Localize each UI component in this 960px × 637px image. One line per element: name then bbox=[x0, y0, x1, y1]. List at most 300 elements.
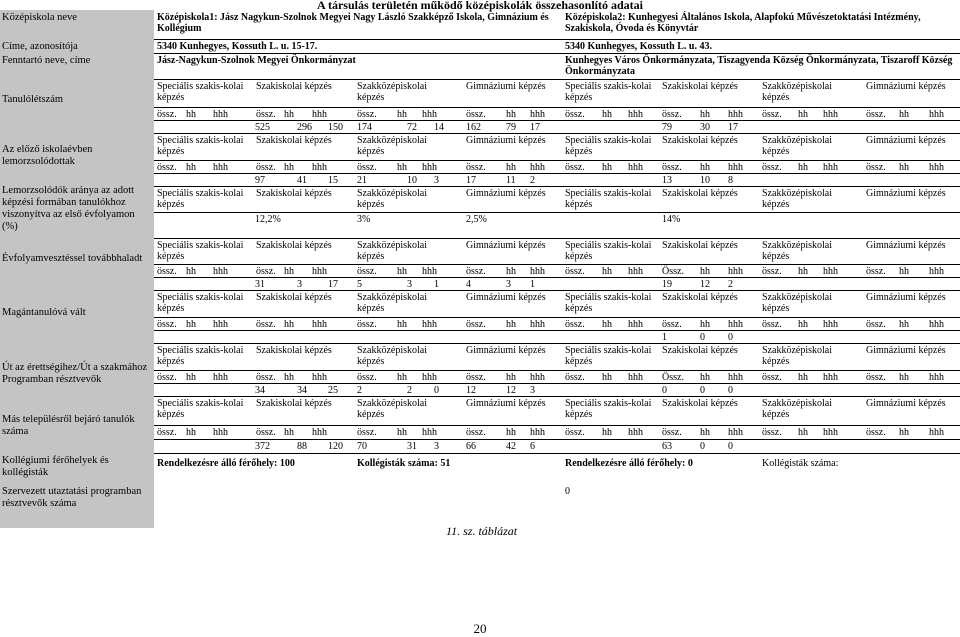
school2-address: 5340 Kunhegyes, Kossuth L. u. 43. bbox=[565, 41, 712, 52]
cell-value: 2 bbox=[357, 385, 362, 396]
subhead-label: hh bbox=[284, 372, 294, 383]
school1-dormitory-students: Kollégisták száma: 51 bbox=[357, 458, 451, 469]
subhead-label: hhh bbox=[728, 319, 743, 330]
cell-value: 2 bbox=[728, 279, 733, 290]
category-label: Szakközépiskolai képzés bbox=[762, 135, 832, 157]
subhead-label: hh bbox=[899, 427, 909, 438]
category-label: Szakközépiskolai képzés bbox=[762, 188, 832, 210]
category-label: Szakközépiskolai képzés bbox=[357, 240, 427, 262]
cell-value: 14 bbox=[434, 122, 444, 133]
category-label: Szakiskolai képzés bbox=[256, 345, 332, 356]
subhead-label: össz. bbox=[357, 427, 377, 438]
category-label: Szakiskolai képzés bbox=[662, 345, 738, 356]
subhead-label: hhh bbox=[628, 109, 643, 120]
subhead-label: hh bbox=[506, 427, 516, 438]
rule bbox=[154, 370, 960, 371]
rule bbox=[154, 160, 960, 161]
subhead-label: hh bbox=[284, 109, 294, 120]
subhead-label: össz. bbox=[466, 372, 486, 383]
subhead-label: hhh bbox=[628, 319, 643, 330]
category-label: Szakiskolai képzés bbox=[256, 398, 332, 409]
cell-value: 0 bbox=[728, 385, 733, 396]
category-label: Speciális szakis-kolai képzés bbox=[565, 345, 652, 367]
subhead-label: hhh bbox=[422, 427, 437, 438]
subhead-label: hh bbox=[700, 372, 710, 383]
subhead-label: hhh bbox=[530, 427, 545, 438]
subhead-label: hh bbox=[700, 319, 710, 330]
cell-value: 10 bbox=[700, 175, 710, 186]
subhead-label: hhh bbox=[628, 427, 643, 438]
cell-value: 8 bbox=[728, 175, 733, 186]
subhead-label: hhh bbox=[213, 109, 228, 120]
category-label: Gimnáziumi képzés bbox=[466, 345, 546, 356]
subhead-label: hhh bbox=[213, 266, 228, 277]
subhead-label: össz. bbox=[565, 162, 585, 173]
subhead-label: hhh bbox=[530, 266, 545, 277]
rule bbox=[154, 317, 960, 318]
cell-value: 2 bbox=[407, 385, 412, 396]
school1-name: Középiskola1: Jász Nagykun-Szolnok Megyei Nagy László Szakképző Iskola, Gimnázium és Kollégium bbox=[157, 12, 549, 34]
rule bbox=[154, 186, 960, 187]
subhead-label: össz. bbox=[256, 162, 276, 173]
school1-maintainer: Jász-Nagykun-Szolnok Megyei Önkormányzat bbox=[157, 55, 356, 66]
category-label: Szakiskolai képzés bbox=[662, 135, 738, 146]
subhead-label: hhh bbox=[728, 162, 743, 173]
rule bbox=[154, 238, 960, 239]
header-program-participants: Út az érettségihez/Út a szakmához Programban résztvevők bbox=[2, 362, 148, 385]
cell-value: 17 bbox=[728, 122, 738, 133]
subhead-label: össz. bbox=[357, 266, 377, 277]
subhead-label: össz. bbox=[565, 372, 585, 383]
category-label: Szakiskolai képzés bbox=[256, 81, 332, 92]
subhead-label: hh bbox=[284, 162, 294, 173]
rule bbox=[154, 453, 960, 454]
cell-value: 296 bbox=[297, 122, 312, 133]
subhead-label: hhh bbox=[422, 372, 437, 383]
category-label: Szakközépiskolai képzés bbox=[357, 188, 427, 210]
school2-maintainer: Kunhegyes Város Önkormányzata, Tiszagyenda Község Önkormányzata, Tiszaroff Község Önkormányzata bbox=[565, 55, 953, 77]
cell-value: 162 bbox=[466, 122, 481, 133]
category-label: Gimnáziumi képzés bbox=[466, 240, 546, 251]
cell-value: 2 bbox=[530, 175, 535, 186]
cell-value: 1 bbox=[662, 332, 667, 343]
category-label: Szakközépiskolai képzés bbox=[357, 345, 427, 367]
category-label: Szakközépiskolai képzés bbox=[762, 398, 832, 420]
category-label: Gimnáziumi képzés bbox=[866, 292, 946, 303]
cell-value: 4 bbox=[466, 279, 471, 290]
category-label: Gimnáziumi képzés bbox=[866, 81, 946, 92]
rule bbox=[154, 439, 960, 440]
subhead-label: össz. bbox=[762, 372, 782, 383]
category-label: Szakközépiskolai képzés bbox=[762, 345, 832, 367]
subhead-label: hh bbox=[602, 319, 612, 330]
subhead-label: hh bbox=[506, 372, 516, 383]
subhead-label: hhh bbox=[728, 266, 743, 277]
subhead-label: össz. bbox=[357, 319, 377, 330]
cell-value: 30 bbox=[700, 122, 710, 133]
category-label: Speciális szakis-kolai képzés bbox=[565, 81, 652, 103]
subhead-label: hhh bbox=[929, 266, 944, 277]
subhead-label: hhh bbox=[929, 162, 944, 173]
subhead-label: össz. bbox=[866, 109, 886, 120]
school1-dormitory-capacity: Rendelkezésre álló férőhely: 100 bbox=[157, 458, 295, 469]
cell-value: 1 bbox=[530, 279, 535, 290]
subhead-label: össz. bbox=[866, 372, 886, 383]
cell-value: 0 bbox=[700, 441, 705, 452]
cell-value: 5 bbox=[357, 279, 362, 290]
category-label: Szakközépiskolai képzés bbox=[762, 292, 832, 314]
cell-value: 3% bbox=[357, 214, 371, 225]
subhead-label: össz. bbox=[866, 319, 886, 330]
subhead-label: hhh bbox=[213, 372, 228, 383]
subhead-label: hhh bbox=[312, 372, 327, 383]
subhead-label: hh bbox=[700, 266, 710, 277]
category-label: Szakközépiskolai képzés bbox=[357, 81, 427, 103]
subhead-label: hhh bbox=[823, 162, 838, 173]
subhead-label: össz. bbox=[565, 109, 585, 120]
school2-name: Középiskola2: Kunhegyesi Általános Iskola, Alapfokú Művészetoktatási Intézmény, Szakiskola, Óvoda és Könyvtár bbox=[565, 12, 921, 34]
cell-value: 525 bbox=[255, 122, 270, 133]
cell-value: 72 bbox=[407, 122, 417, 133]
subhead-label: hh bbox=[798, 266, 808, 277]
cell-value: 79 bbox=[506, 122, 516, 133]
subhead-label: össz. bbox=[357, 372, 377, 383]
subhead-label: össz. bbox=[357, 162, 377, 173]
subhead-label: hh bbox=[602, 266, 612, 277]
cell-value: 1 bbox=[434, 279, 439, 290]
cell-value: 17 bbox=[466, 175, 476, 186]
category-label: Speciális szakis-kolai képzés bbox=[565, 135, 652, 157]
subhead-label: hhh bbox=[728, 109, 743, 120]
category-label: Gimnáziumi képzés bbox=[466, 398, 546, 409]
rule bbox=[154, 107, 960, 108]
category-label: Speciális szakis-kolai képzés bbox=[157, 135, 244, 157]
category-label: Szakiskolai képzés bbox=[256, 135, 332, 146]
cell-value: 41 bbox=[297, 175, 307, 186]
category-label: Speciális szakis-kolai képzés bbox=[565, 188, 652, 210]
subhead-label: hhh bbox=[530, 319, 545, 330]
subhead-label: össz. bbox=[157, 109, 177, 120]
cell-value: 11 bbox=[506, 175, 516, 186]
cell-value: 17 bbox=[530, 122, 540, 133]
cell-value: 14% bbox=[662, 214, 681, 225]
cell-value: 70 bbox=[357, 441, 367, 452]
header-enrollment: Tanulólétszám bbox=[2, 94, 64, 105]
rule bbox=[154, 79, 960, 80]
category-label: Szakközépiskolai képzés bbox=[357, 292, 427, 314]
school2-dormitory-students: Kollégisták száma: bbox=[762, 458, 839, 469]
rule bbox=[154, 120, 960, 121]
category-label: Szakiskolai képzés bbox=[662, 188, 738, 199]
rule bbox=[154, 53, 960, 54]
cell-value: 63 bbox=[662, 441, 672, 452]
subhead-label: hh bbox=[899, 109, 909, 120]
cell-value: 174 bbox=[357, 122, 372, 133]
category-label: Gimnáziumi képzés bbox=[466, 135, 546, 146]
subhead-label: össz. bbox=[762, 109, 782, 120]
subhead-label: össz. bbox=[466, 427, 486, 438]
cell-value: 25 bbox=[328, 385, 338, 396]
subhead-label: össz. bbox=[662, 319, 682, 330]
subhead-label: össz. bbox=[357, 109, 377, 120]
cell-value: 34 bbox=[297, 385, 307, 396]
rule bbox=[154, 264, 960, 265]
cell-value: 34 bbox=[255, 385, 265, 396]
subhead-label: hhh bbox=[628, 266, 643, 277]
subhead-label: hh bbox=[397, 109, 407, 120]
subhead-label: össz. bbox=[466, 319, 486, 330]
header-grade-repetition: Évfolyamvesztéssel továbbhaladt bbox=[2, 253, 143, 264]
category-label: Szakiskolai képzés bbox=[256, 188, 332, 199]
category-label: Gimnáziumi képzés bbox=[466, 292, 546, 303]
subhead-label: össz. bbox=[157, 162, 177, 173]
category-label: Speciális szakis-kolai képzés bbox=[157, 345, 244, 367]
subhead-label: hhh bbox=[628, 162, 643, 173]
category-label: Szakiskolai képzés bbox=[256, 240, 332, 251]
subhead-label: hh bbox=[284, 319, 294, 330]
subhead-label: össz. bbox=[762, 266, 782, 277]
subhead-label: hh bbox=[397, 162, 407, 173]
transport-program-value: 0 bbox=[565, 486, 570, 497]
subhead-label: össz. bbox=[762, 427, 782, 438]
subhead-label: hhh bbox=[929, 372, 944, 383]
header-dropouts: Az előző iskolaévben lemorzsolódottak bbox=[2, 144, 93, 167]
subhead-label: hh bbox=[186, 427, 196, 438]
subhead-label: hhh bbox=[213, 162, 228, 173]
subhead-label: hhh bbox=[213, 319, 228, 330]
subhead-label: össz. bbox=[157, 372, 177, 383]
cell-value: 0 bbox=[434, 385, 439, 396]
subhead-label: össz. bbox=[466, 266, 486, 277]
cell-value: 150 bbox=[328, 122, 343, 133]
rule bbox=[154, 39, 960, 40]
subhead-label: össz. bbox=[762, 319, 782, 330]
category-label: Gimnáziumi képzés bbox=[866, 398, 946, 409]
subhead-label: hh bbox=[798, 109, 808, 120]
cell-value: 372 bbox=[255, 441, 270, 452]
subhead-label: össz. bbox=[466, 109, 486, 120]
subhead-label: hhh bbox=[728, 372, 743, 383]
subhead-label: hhh bbox=[823, 372, 838, 383]
cell-value: 120 bbox=[328, 441, 343, 452]
cell-value: 2,5% bbox=[466, 214, 487, 225]
category-label: Gimnáziumi képzés bbox=[466, 81, 546, 92]
subhead-label: hhh bbox=[929, 109, 944, 120]
header-dropout-ratio: Lemorzsolódók aránya az adott képzési formában tanulókhoz viszonyítva az első évfolyamon (%) bbox=[2, 185, 135, 232]
cell-value: 31 bbox=[255, 279, 265, 290]
cell-value: 19 bbox=[662, 279, 672, 290]
subhead-label: össz. bbox=[662, 427, 682, 438]
subhead-label: hh bbox=[397, 266, 407, 277]
cell-value: 3 bbox=[530, 385, 535, 396]
subhead-label: hh bbox=[186, 319, 196, 330]
rule bbox=[154, 330, 960, 331]
cell-value: 3 bbox=[434, 175, 439, 186]
cell-value: 0 bbox=[728, 441, 733, 452]
cell-value: 21 bbox=[357, 175, 367, 186]
category-label: Szakiskolai képzés bbox=[662, 292, 738, 303]
cell-value: 3 bbox=[297, 279, 302, 290]
header-school-name: Középiskola neve bbox=[2, 12, 77, 23]
subhead-label: hh bbox=[798, 372, 808, 383]
subhead-label: hh bbox=[602, 162, 612, 173]
subhead-label: össz. bbox=[256, 372, 276, 383]
category-label: Szakiskolai képzés bbox=[256, 292, 332, 303]
subhead-label: hh bbox=[798, 427, 808, 438]
table-caption: 11. sz. táblázat bbox=[446, 524, 518, 538]
cell-value: 66 bbox=[466, 441, 476, 452]
rule bbox=[154, 133, 960, 134]
subhead-label: össz. bbox=[565, 266, 585, 277]
subhead-label: hh bbox=[700, 109, 710, 120]
subhead-label: hhh bbox=[422, 109, 437, 120]
category-label: Szakiskolai képzés bbox=[662, 240, 738, 251]
subhead-label: hhh bbox=[422, 162, 437, 173]
subhead-label: hhh bbox=[929, 427, 944, 438]
category-label: Speciális szakis-kolai képzés bbox=[565, 240, 652, 262]
subhead-label: hh bbox=[506, 109, 516, 120]
subhead-label: hh bbox=[284, 427, 294, 438]
header-transport-program: Szervezett utaztatási programban résztvevők száma bbox=[2, 486, 142, 509]
cell-value: 3 bbox=[506, 279, 511, 290]
cell-value: 88 bbox=[297, 441, 307, 452]
subhead-label: hh bbox=[397, 372, 407, 383]
category-label: Szakközépiskolai képzés bbox=[762, 81, 832, 103]
subhead-label: hh bbox=[186, 109, 196, 120]
subhead-label: hhh bbox=[312, 162, 327, 173]
subhead-label: össz. bbox=[256, 266, 276, 277]
category-label: Szakközépiskolai képzés bbox=[762, 240, 832, 262]
header-address: Címe, azonosítója bbox=[2, 41, 78, 52]
subhead-label: össz. bbox=[256, 319, 276, 330]
rule bbox=[154, 343, 960, 344]
category-label: Szakiskolai képzés bbox=[662, 398, 738, 409]
subhead-label: hhh bbox=[628, 372, 643, 383]
subhead-label: össz. bbox=[256, 109, 276, 120]
subhead-label: hh bbox=[506, 162, 516, 173]
subhead-label: hh bbox=[700, 427, 710, 438]
subhead-label: hh bbox=[899, 319, 909, 330]
cell-value: 3 bbox=[407, 279, 412, 290]
cell-value: 12 bbox=[506, 385, 516, 396]
subhead-label: hh bbox=[798, 319, 808, 330]
subhead-label: hh bbox=[506, 266, 516, 277]
subhead-label: hhh bbox=[422, 319, 437, 330]
rule bbox=[154, 277, 960, 278]
subhead-label: hhh bbox=[823, 109, 838, 120]
subhead-label: hhh bbox=[929, 319, 944, 330]
subhead-label: hhh bbox=[422, 266, 437, 277]
subhead-label: hh bbox=[602, 372, 612, 383]
subhead-label: hh bbox=[186, 372, 196, 383]
subhead-label: hh bbox=[798, 162, 808, 173]
rule bbox=[154, 425, 960, 426]
subhead-label: össz. bbox=[565, 319, 585, 330]
cell-value: 12 bbox=[466, 385, 476, 396]
subhead-label: össz. bbox=[866, 162, 886, 173]
category-label: Speciális szakis-kolai képzés bbox=[157, 188, 244, 210]
cell-value: 15 bbox=[328, 175, 338, 186]
header-dormitory: Kollégiumi férőhelyek és kollégisták bbox=[2, 455, 109, 478]
subhead-label: hh bbox=[506, 319, 516, 330]
category-label: Speciális szakis-kolai képzés bbox=[157, 240, 244, 262]
category-label: Gimnáziumi képzés bbox=[866, 135, 946, 146]
category-label: Szakközépiskolai képzés bbox=[357, 398, 427, 420]
category-label: Gimnáziumi képzés bbox=[866, 345, 946, 356]
subhead-label: hhh bbox=[312, 266, 327, 277]
cell-value: 17 bbox=[328, 279, 338, 290]
rule bbox=[154, 173, 960, 174]
subhead-label: hh bbox=[186, 162, 196, 173]
subhead-label: hh bbox=[899, 372, 909, 383]
subhead-label: hh bbox=[186, 266, 196, 277]
cell-value: 12,2% bbox=[255, 214, 281, 225]
subhead-label: hhh bbox=[312, 109, 327, 120]
cell-value: 12 bbox=[700, 279, 710, 290]
category-label: Speciális szakis-kolai képzés bbox=[565, 292, 652, 314]
subhead-label: hh bbox=[284, 266, 294, 277]
subhead-label: hhh bbox=[530, 109, 545, 120]
header-private-students: Magántanulóvá vált bbox=[2, 307, 86, 318]
page-number: 20 bbox=[473, 621, 487, 636]
category-label: Speciális szakis-kolai képzés bbox=[157, 292, 244, 314]
subhead-label: Össz. bbox=[662, 372, 684, 383]
subhead-label: hh bbox=[899, 266, 909, 277]
subhead-label: össz. bbox=[866, 266, 886, 277]
subhead-label: Össz. bbox=[662, 266, 684, 277]
subhead-label: hhh bbox=[312, 319, 327, 330]
school1-address: 5340 Kunhegyes, Kossuth L. u. 15-17. bbox=[157, 41, 318, 52]
category-label: Gimnáziumi képzés bbox=[866, 188, 946, 199]
category-label: Speciális szakis-kolai képzés bbox=[157, 398, 244, 420]
subhead-label: hh bbox=[602, 427, 612, 438]
category-label: Gimnáziumi képzés bbox=[466, 188, 546, 199]
subhead-label: hhh bbox=[312, 427, 327, 438]
subhead-label: össz. bbox=[157, 266, 177, 277]
subhead-label: össz. bbox=[466, 162, 486, 173]
cell-value: 10 bbox=[407, 175, 417, 186]
category-label: Speciális szakis-kolai képzés bbox=[565, 398, 652, 420]
row-header-column bbox=[0, 10, 154, 528]
header-maintainer: Fenntartó neve, címe bbox=[2, 55, 91, 66]
subhead-label: hhh bbox=[823, 319, 838, 330]
rule bbox=[154, 396, 960, 397]
category-label: Szakiskolai képzés bbox=[662, 81, 738, 92]
cell-value: 13 bbox=[662, 175, 672, 186]
cell-value: 31 bbox=[407, 441, 417, 452]
cell-value: 0 bbox=[700, 332, 705, 343]
subhead-label: hh bbox=[899, 162, 909, 173]
document-title: A társulás területén működő középiskolák összehasonlító adatai bbox=[316, 0, 644, 12]
subhead-label: össz. bbox=[565, 427, 585, 438]
rule bbox=[154, 212, 960, 213]
cell-value: 0 bbox=[662, 385, 667, 396]
cell-value: 3 bbox=[434, 441, 439, 452]
subhead-label: hh bbox=[397, 319, 407, 330]
subhead-label: össz. bbox=[662, 109, 682, 120]
subhead-label: össz. bbox=[866, 427, 886, 438]
cell-value: 79 bbox=[662, 122, 672, 133]
school2-dormitory-capacity: Rendelkezésre álló férőhely: 0 bbox=[565, 458, 693, 469]
cell-value: 0 bbox=[728, 332, 733, 343]
category-label: Gimnáziumi képzés bbox=[866, 240, 946, 251]
category-label: Szakközépiskolai képzés bbox=[357, 135, 427, 157]
subhead-label: hhh bbox=[823, 266, 838, 277]
subhead-label: hhh bbox=[213, 427, 228, 438]
subhead-label: hhh bbox=[530, 372, 545, 383]
rule bbox=[154, 383, 960, 384]
subhead-label: hh bbox=[397, 427, 407, 438]
